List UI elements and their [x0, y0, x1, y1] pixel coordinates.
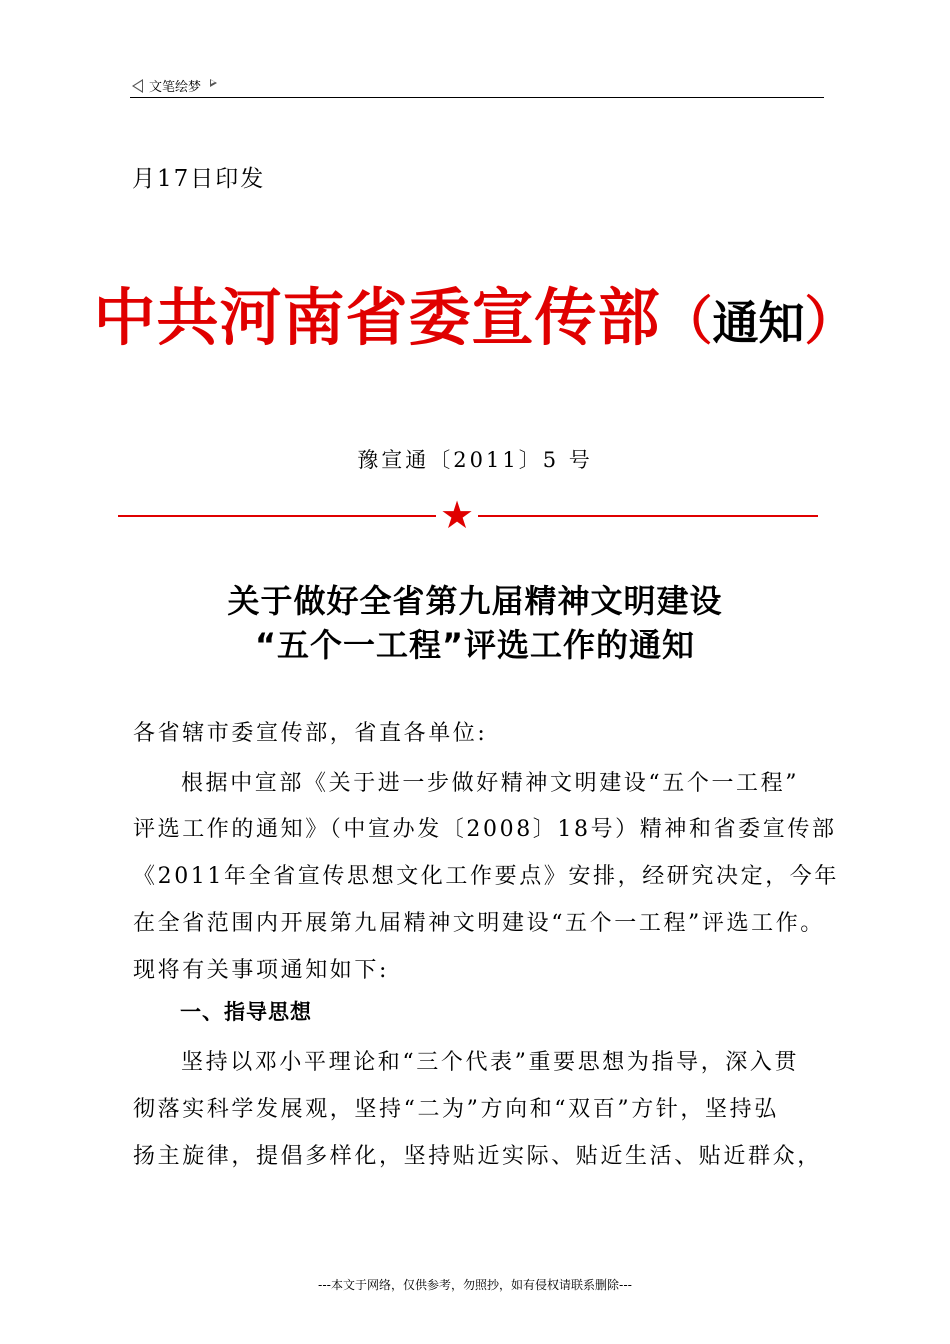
star-icon: ★	[439, 493, 475, 537]
masthead-close-paren: ）	[804, 292, 857, 352]
red-divider-left	[118, 515, 436, 517]
masthead-doc-type: 通知	[712, 296, 805, 350]
triangle-right-icon	[210, 79, 217, 87]
paragraph-line: 现将有关事项通知如下:	[133, 958, 390, 983]
page-header	[132, 76, 217, 95]
section-heading: 一、指导思想	[180, 1000, 312, 1024]
masthead-open-paren: （	[660, 292, 713, 352]
masthead	[0, 268, 950, 357]
paragraph-line: 评选工作的通知》（中宣办发〔2008〕18号）精神和省委宣传部	[133, 817, 837, 842]
salutation: 各省辖市委宣传部，省直各单位:	[133, 721, 488, 746]
paragraph-line: 坚持以邓小平理论和“三个代表”重要思想为指导，深入贯	[181, 1050, 800, 1075]
print-date: 月17日印发	[132, 166, 266, 192]
masthead-organization: 中共河南省委宣传部	[93, 281, 661, 354]
document-title-line-2: “五个一工程”评选工作的通知	[254, 626, 696, 664]
paragraph-line: 根据中宣部《关于进一步做好精神文明建设“五个一工程”	[181, 771, 800, 796]
paragraph-line: 扬主旋律，提倡多样化，坚持贴近实际、贴近生活、贴近群众，	[133, 1144, 822, 1169]
document-title-line-1: 关于做好全省第九届精神文明建设	[227, 582, 723, 620]
triangle-left-icon	[132, 79, 143, 93]
paragraph-line: 彻落实科学发展观，坚持“二为”方向和“双百”方针，坚持弘	[133, 1097, 779, 1122]
paragraph-line: 《2011年全省宣传思想文化工作要点》安排，经研究决定，今年	[133, 864, 839, 889]
red-divider-right	[478, 515, 818, 517]
paragraph-line: 在全省范围内开展第九届精神文明建设“五个一工程”评选工作。	[133, 911, 825, 936]
header-divider	[130, 97, 824, 98]
footer-disclaimer: ---本文于网络，仅供参考，勿照抄，如有侵权请联系删除---	[318, 1278, 632, 1292]
document-number: 豫宣通〔2011〕5 号	[357, 448, 593, 472]
header-logo-text: 文笔绘梦	[149, 80, 202, 95]
